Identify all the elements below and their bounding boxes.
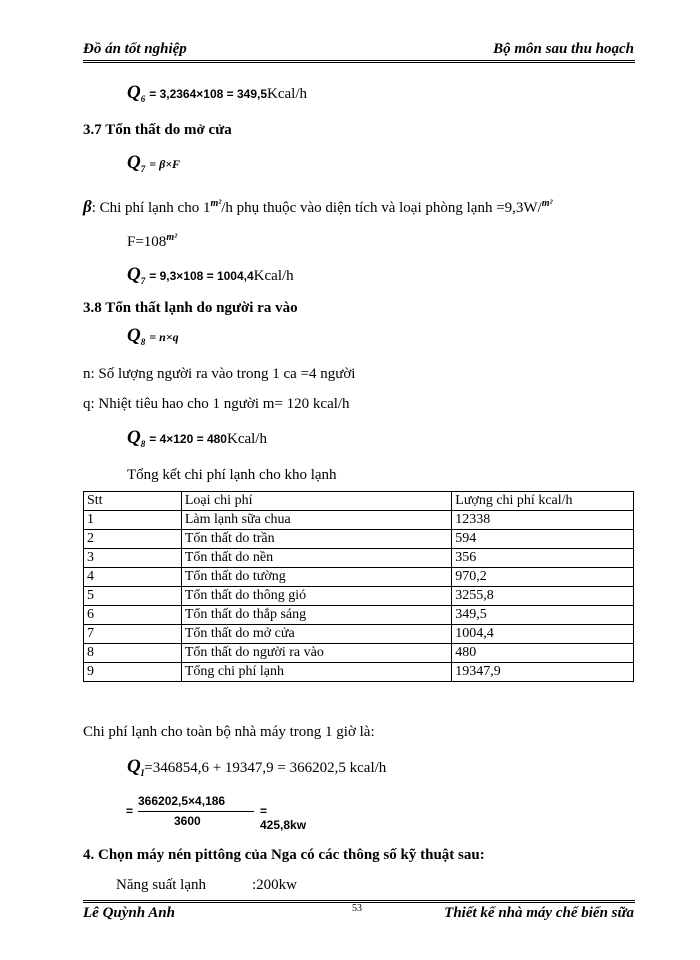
equation-q8-value <box>127 427 267 449</box>
q8-formula-expr: = n×q <box>149 330 179 344</box>
cell-type: Tổn thất do thông gió <box>181 587 451 606</box>
header-rule-2 <box>83 62 635 63</box>
cost-summary-table <box>83 491 634 682</box>
spec-capacity-label: Năng suất lạnh <box>116 877 206 893</box>
fraction-equals: = <box>126 804 134 818</box>
section-3-7-title: 3.7 Tổn thất do mở cửa <box>83 122 232 138</box>
fraction-result: = 425,8kw <box>260 804 307 832</box>
cell-type: Tổng chi phí lạnh <box>181 663 451 682</box>
section-3-8-title: 3.8 Tổn thất lạnh do người ra vào <box>83 300 298 316</box>
cell-stt: 7 <box>84 625 182 644</box>
qi-expr: =346854,6 + 19347,9 = 366202,5 kcal/h <box>144 760 387 776</box>
cell-amount: 19347,9 <box>452 663 634 682</box>
q6-expr: = 3,2364×108 = 349,5 <box>149 87 268 101</box>
equation-q7-value <box>127 264 294 286</box>
q8-sub: 8 <box>140 337 146 348</box>
footer-left: Lê Quỳnh Anh <box>83 905 175 921</box>
qi-symbol: Q <box>127 756 141 777</box>
cell-type: Tổn thất do trần <box>181 530 451 549</box>
q8v-symbol: Q <box>127 427 141 448</box>
q7-symbol: Q <box>127 152 141 173</box>
page-number: 53 <box>352 903 362 914</box>
table-row <box>84 663 634 682</box>
cell-amount: 1004,4 <box>452 625 634 644</box>
table-row <box>84 587 634 606</box>
q7-sub: 7 <box>140 164 146 175</box>
cell-amount: 349,5 <box>452 606 634 625</box>
q-description: q: Nhiệt tiêu hao cho 1 người m= 120 kcal/h <box>83 396 350 412</box>
spec-capacity-value: :200kw <box>252 877 297 893</box>
equation-q6 <box>127 82 307 104</box>
fraction-numerator: 366202,5×4,186 <box>138 794 226 808</box>
cell-stt: 4 <box>84 568 182 587</box>
table-row <box>84 625 634 644</box>
equation-q7-formula <box>127 152 180 174</box>
fraction-bar <box>138 811 254 812</box>
f-unit: m² <box>166 232 178 243</box>
equation-qi <box>127 756 386 778</box>
q6-sub: 6 <box>140 94 146 105</box>
qi-sub: I <box>140 768 145 779</box>
n-description: n: Số lượng người ra vào trong 1 ca =4 người <box>83 366 356 382</box>
beta-text-b: /h phụ thuộc vào diện tích và loại phòng lạnh =9,3W/ <box>221 200 542 216</box>
cell-stt: 8 <box>84 644 182 663</box>
table-row <box>84 549 634 568</box>
q7v-expr: = 9,3×108 = 1004,4 <box>149 269 254 283</box>
table-row <box>84 511 634 530</box>
q6-symbol: Q <box>127 82 141 103</box>
cell-amount: 970,2 <box>452 568 634 587</box>
header-left: Đồ án tốt nghiệp <box>83 41 187 57</box>
header-rule <box>83 60 635 61</box>
q6-unit: Kcal/h <box>267 86 307 102</box>
header-cost-type: Loại chi phí <box>181 492 451 511</box>
q7v-sub: 7 <box>140 276 146 287</box>
cell-stt: 2 <box>84 530 182 549</box>
beta-unit-a: m² <box>210 198 222 209</box>
beta-text-a: : Chi phí lạnh cho 1 <box>91 200 211 216</box>
cell-stt: 5 <box>84 587 182 606</box>
total-intro: Chi phí lạnh cho toàn bộ nhà máy trong 1 giờ là: <box>83 724 375 740</box>
q8-symbol: Q <box>127 325 141 346</box>
q7v-unit: Kcal/h <box>253 268 294 284</box>
cell-stt: 3 <box>84 549 182 568</box>
q8v-unit: Kcal/h <box>226 431 267 447</box>
table-row <box>84 644 634 663</box>
table-caption: Tổng kết chi phí lạnh cho kho lạnh <box>127 467 337 483</box>
beta-description <box>83 197 553 217</box>
section-4-title: 4. Chọn máy nén pittông của Nga có các thông số kỹ thuật sau: <box>83 847 485 863</box>
cell-type: Tổn thất do nền <box>181 549 451 568</box>
cell-stt: 9 <box>84 663 182 682</box>
beta-unit-b: m² <box>541 198 553 209</box>
cell-amount: 12338 <box>452 511 634 530</box>
header-stt: Stt <box>84 492 182 511</box>
cell-amount: 480 <box>452 644 634 663</box>
cell-type: Tổn thất do người ra vào <box>181 644 451 663</box>
cell-amount: 594 <box>452 530 634 549</box>
footer-rule <box>83 900 635 901</box>
fraction-denominator: 3600 <box>174 814 201 828</box>
f-text: F=108 <box>127 234 167 250</box>
cell-stt: 6 <box>84 606 182 625</box>
cell-type: Làm lạnh sữa chua <box>181 511 451 530</box>
table-header-row <box>84 492 634 511</box>
cell-amount: 3255,8 <box>452 587 634 606</box>
beta-symbol: β <box>83 197 92 216</box>
f-value <box>127 232 177 251</box>
q7v-symbol: Q <box>127 264 141 285</box>
table-row <box>84 568 634 587</box>
header-amount: Lượng chi phí kcal/h <box>452 492 634 511</box>
footer-right: Thiết kế nhà máy chế biến sữa <box>444 905 634 921</box>
equation-q8-formula <box>127 325 179 347</box>
table-row <box>84 530 634 549</box>
cell-amount: 356 <box>452 549 634 568</box>
q8v-sub: 8 <box>140 439 146 450</box>
table-row <box>84 606 634 625</box>
cell-stt: 1 <box>84 511 182 530</box>
header-right: Bộ môn sau thu hoạch <box>493 41 634 57</box>
cell-type: Tổn thất do mở cửa <box>181 625 451 644</box>
cell-type: Tổn thất do thắp sáng <box>181 606 451 625</box>
cell-type: Tổn thất do tường <box>181 568 451 587</box>
q7-formula-expr: = β×F <box>149 157 181 171</box>
q8v-expr: = 4×120 = 480 <box>149 432 227 446</box>
